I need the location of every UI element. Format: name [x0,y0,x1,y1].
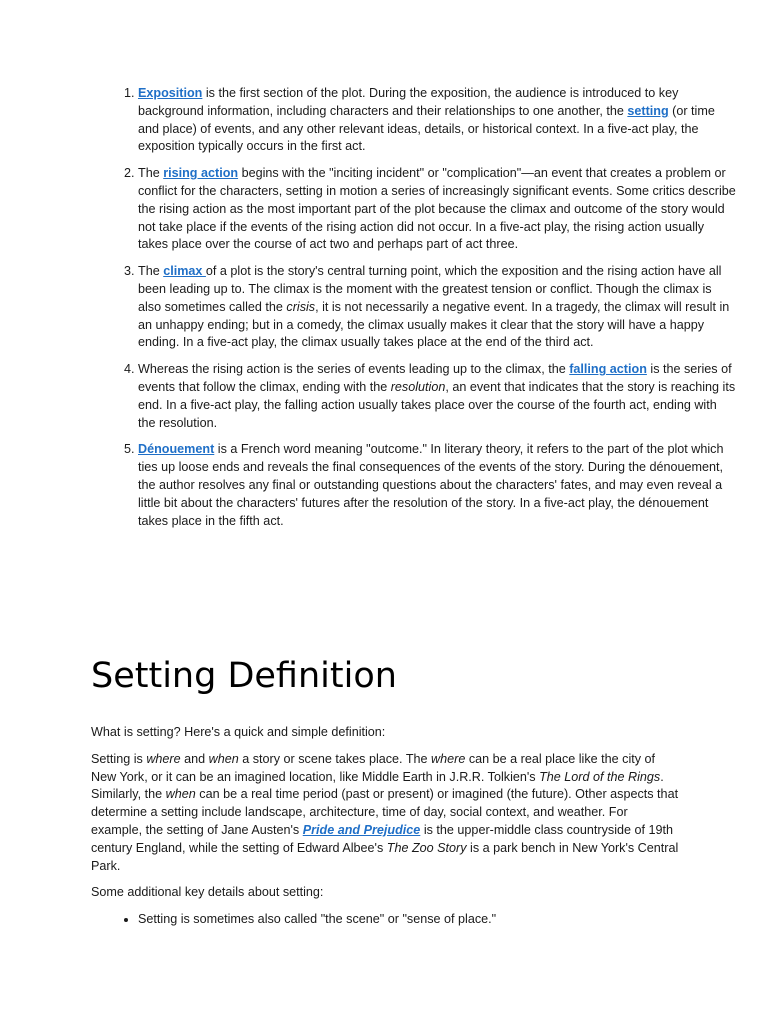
list-item-text: The [138,166,164,181]
setting-link[interactable]: setting [627,103,669,118]
list-item-exposition [138,85,736,156]
list-item: • Setting is sometimes also called "the scene" or "sense of place." [138,911,681,929]
list-item-text: The [138,264,164,279]
details-intro-paragraph: Some additional key details about setting: [91,885,324,900]
definition-paragraph [91,751,681,876]
definition-text: Setting is [91,751,147,766]
definition-text: a story or scene takes place. The [238,751,432,766]
setting-details-list [91,911,681,929]
climax-link[interactable]: climax [163,264,206,279]
crisis-emphasis: crisis [286,299,316,314]
denouement-link[interactable]: Dénouement [138,442,215,457]
list-item-climax [138,263,736,352]
when-emphasis: when [165,787,200,802]
list-item-falling-action [138,361,736,432]
setting-section-body [91,724,681,929]
exposition-link[interactable]: Exposition [138,86,203,100]
definition-text: . Similarly, the [91,769,664,802]
list-item-text: , an event that indicates that the story is reaching its end. In a five-act play, the falling action usually takes place over the course of the fourth act, ending with the resolution. [138,379,736,430]
list-item-text: begins with the "inciting incident" or "complication"—an event that creates a problem or conflict for the characters, setting in motion a series of increasingly significant events. Some critics describe the rising action as the most important part of the plot because the climax and outcome of the story would not take place if the events of the rising action did not occur. In a five-act play, the rising action usually takes place over the course of act two and perhaps part of act three. [138,166,736,252]
rising-action-link[interactable]: rising action [163,166,239,181]
resolution-emphasis: resolution [390,379,446,394]
lord-of-the-rings-title: The Lord of the Rings [539,769,661,784]
list-item-text: is the first section of the plot. During the exposition, the audience is introduced to key background information, including characters and their relationships to one another, the [138,86,679,118]
falling-action-link[interactable]: falling action [569,362,647,377]
list-item-denouement [138,441,736,530]
list-item-text: (or time and place) of events, and any other relevant ideas, details, or historical context. In a five-act play, the exposition typically occurs in the first act. [138,103,715,154]
where-emphasis: where [146,751,185,766]
zoo-story-title: The Zoo Story [386,840,467,855]
when-emphasis: when [208,751,239,766]
list-item-text: , it is not necessarily a negative event. In a tragedy, the climax will result in an unhappy ending; but in a comedy, the climax usually makes it clear that the story will have a happy ending. In a five-act play, the climax usually takes place at the end of the third act. [138,299,730,350]
definition-text: can be a real place like the city of New York, or it can be an imagined location, like Middle Earth in J.R.R. Tolkien's [91,751,656,784]
definition-text: and [184,751,209,766]
section-title: Setting Definition [91,656,397,696]
plot-structure-list [91,85,736,539]
list-item-rising-action [138,165,736,254]
where-emphasis: where [431,751,469,766]
list-item-text: is the series of events that follow the climax, ending with the [138,362,732,394]
list-item-text: Whereas the rising action is the series of events leading up to the climax, the [138,362,570,377]
definition-text: is the upper-middle class countryside of 19th century England, while the setting of Edward Albee's [91,822,674,855]
pride-and-prejudice-link[interactable]: Pride and Prejudice [302,822,421,837]
definition-text: is a park bench in New York's Central Park. [91,840,679,873]
definition-text: can be a real time period (past or present) or imagined (the future). Other aspects that determine a setting include landscape, architecture, time of day, social context, and weather. For example, the setting of Jane Austen's [91,787,679,837]
list-item-text: of a plot is the story's central turning point, which the exposition and the rising action have all been leading up to. The climax is the moment with the greatest tension or conflict. Though the climax is also sometimes called the [138,264,722,314]
intro-paragraph: What is setting? Here's a quick and simple definition: [91,725,386,739]
list-item-text: is a French word meaning "outcome." In literary theory, it refers to the part of the plot which ties up loose ends and reveals the final consequences of the events of the story. During the dénouement, the author resolves any final or outstanding questions about the characters' fates, and may even reveal a little bit about the characters' futures after the resolution of the story. In a five-act play, the dénouement takes place in the fifth act. [138,442,724,528]
